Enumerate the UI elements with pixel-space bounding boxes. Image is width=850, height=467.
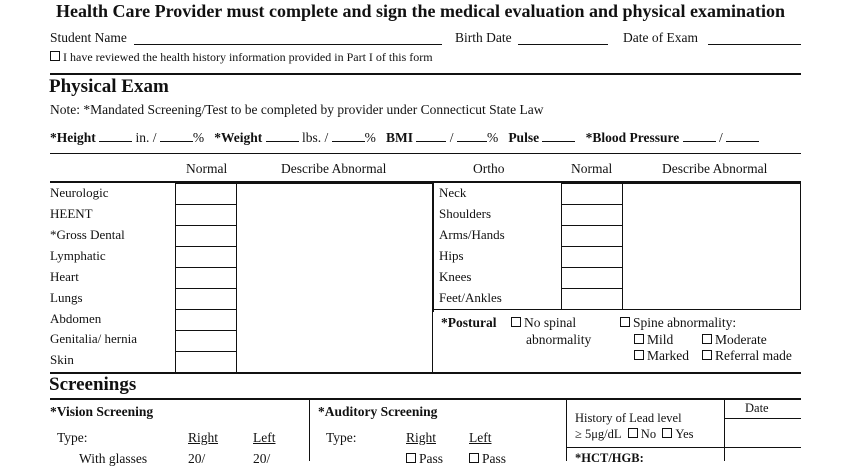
- normal-box-gross-dental[interactable]: [175, 225, 237, 247]
- col-describe-right: Describe Abnormal: [662, 161, 768, 176]
- exam-item-skin: Skin: [50, 352, 74, 367]
- vitals-divider: [50, 153, 801, 154]
- date-of-exam-field[interactable]: [708, 44, 801, 45]
- marked-label: Marked: [647, 348, 689, 363]
- lead-threshold-row: [575, 427, 694, 442]
- mild-checkbox[interactable]: [634, 334, 644, 344]
- ortho-left-rule: [433, 183, 434, 312]
- mild-option[interactable]: [634, 332, 673, 348]
- student-name-label: Student Name: [50, 30, 127, 45]
- reviewed-label: I have reviewed the health history information provided in Part I of this form: [63, 50, 433, 64]
- ortho-item-knees: Knees: [439, 269, 472, 284]
- auditory-left-label: Left: [469, 430, 492, 445]
- auditory-right-label: Right: [406, 430, 437, 445]
- normal-box-feet-ankles[interactable]: [561, 288, 623, 310]
- exam-item-heent: HEENT: [50, 206, 93, 221]
- col-normal-right: Normal: [571, 161, 613, 176]
- normal-box-lungs[interactable]: [175, 288, 237, 310]
- lead-date-field[interactable]: [724, 418, 801, 419]
- auditory-pass-right-checkbox[interactable]: [406, 453, 416, 463]
- marked-checkbox[interactable]: [634, 350, 644, 360]
- vitals-row: [50, 129, 759, 146]
- height-in-field[interactable]: [99, 129, 132, 142]
- lbs-label: lbs. /: [302, 130, 329, 145]
- exam-item-lymphatic: Lymphatic: [50, 248, 106, 263]
- auditory-title: *Auditory Screening: [318, 404, 438, 419]
- postural-top-rule: [433, 309, 801, 310]
- col-describe-left: Describe Abnormal: [281, 161, 387, 176]
- no-spinal-label: No spinal: [524, 315, 577, 330]
- in-label: in. /: [135, 130, 157, 145]
- no-spinal-option[interactable]: [511, 315, 576, 331]
- vision-title: *Vision Screening: [50, 404, 154, 419]
- referral-label: Referral made: [715, 348, 792, 363]
- postural-label: *Postural: [441, 315, 497, 330]
- normal-box-lymphatic[interactable]: [175, 246, 237, 268]
- lead-no-label: No: [640, 427, 657, 441]
- spine-abnormality-label: Spine abnormality:: [633, 315, 737, 330]
- normal-box-heart[interactable]: [175, 267, 237, 289]
- normal-box-hips[interactable]: [561, 246, 623, 268]
- ortho-item-shoulders: Shoulders: [439, 206, 491, 221]
- date-of-exam-label: Date of Exam: [623, 30, 698, 45]
- normal-box-abdomen[interactable]: [175, 309, 237, 331]
- hct-label: *HCT/HGB:: [575, 451, 644, 465]
- exam-item-abdomen: Abdomen: [50, 311, 102, 326]
- auditory-lead-divider: [566, 400, 567, 461]
- vision-left-value[interactable]: 20/: [253, 451, 271, 466]
- auditory-pass-right[interactable]: Pass: [406, 451, 443, 467]
- vision-right-label: Right: [188, 430, 219, 445]
- describe-abnormal-left-field[interactable]: [236, 183, 433, 373]
- marked-option[interactable]: [634, 348, 689, 364]
- physical-exam-heading: Physical Exam: [49, 76, 169, 97]
- normal-box-genitalia[interactable]: [175, 330, 237, 352]
- normal-box-skin[interactable]: [175, 351, 237, 373]
- referral-option[interactable]: [702, 348, 792, 364]
- exam-bottom-rule: [50, 372, 801, 374]
- bmi-label: BMI: [386, 130, 414, 145]
- vision-type-label: Type:: [57, 430, 88, 445]
- normal-box-shoulders[interactable]: [561, 204, 623, 226]
- ortho-item-neck: Neck: [439, 185, 467, 200]
- birth-date-label: Birth Date: [455, 30, 512, 45]
- normal-box-heent[interactable]: [175, 204, 237, 226]
- mild-label: Mild: [647, 332, 674, 347]
- vision-left-label: Left: [253, 430, 276, 445]
- exam-item-heart: Heart: [50, 269, 79, 284]
- normal-box-knees[interactable]: [561, 267, 623, 289]
- ortho-item-feet-ankles: Feet/Ankles: [439, 290, 502, 305]
- bp-diastolic-field[interactable]: [726, 129, 759, 142]
- vision-auditory-divider: [309, 400, 310, 461]
- bp-systolic-field[interactable]: [683, 129, 716, 142]
- no-spinal-checkbox[interactable]: [511, 317, 521, 327]
- moderate-checkbox[interactable]: [702, 334, 712, 344]
- screenings-rule: [50, 398, 801, 400]
- form-title: Health Care Provider must complete and sign the medical evaluation and physical examination: [56, 1, 786, 21]
- normal-box-neurologic[interactable]: [175, 183, 237, 205]
- normal-box-neck[interactable]: [561, 183, 623, 205]
- spine-abnormality-option[interactable]: [620, 315, 736, 331]
- ortho-item-arms-hands: Arms/Hands: [439, 227, 505, 242]
- height-label: *Height: [50, 130, 96, 145]
- bmi-field[interactable]: [416, 129, 446, 142]
- lead-yes-checkbox[interactable]: [662, 428, 672, 438]
- lead-threshold: ≥ 5μg/dL: [575, 427, 622, 441]
- weight-pct-field[interactable]: [332, 129, 365, 142]
- weight-pct: %: [364, 130, 376, 145]
- weight-lbs-field[interactable]: [266, 129, 299, 142]
- student-name-field[interactable]: [134, 44, 442, 45]
- vision-row-label: With glasses: [79, 451, 148, 466]
- describe-abnormal-right-field[interactable]: [622, 183, 801, 310]
- bmi-pct-field[interactable]: [457, 129, 487, 142]
- exam-item-genitalia: Genitalia/ hernia: [50, 331, 137, 346]
- screenings-heading: Screenings: [49, 374, 137, 395]
- referral-checkbox[interactable]: [702, 350, 712, 360]
- lead-yes-label: Yes: [675, 427, 694, 441]
- reviewed-checkbox[interactable]: [50, 51, 60, 61]
- exam-item-lungs: Lungs: [50, 290, 83, 305]
- pulse-field[interactable]: [542, 129, 575, 142]
- exam-item-neurologic: Neurologic: [50, 185, 109, 200]
- lead-bottom-rule: [566, 447, 801, 448]
- lead-date-label: Date: [745, 401, 769, 415]
- normal-box-arms-hands[interactable]: [561, 225, 623, 247]
- lead-history-label: History of Lead level: [575, 411, 682, 425]
- bp-slash: /: [718, 130, 723, 145]
- auditory-pass-left[interactable]: Pass: [469, 451, 506, 467]
- moderate-label: Moderate: [715, 332, 767, 347]
- bp-label: *Blood Pressure: [585, 130, 680, 145]
- auditory-type-label: Type:: [326, 430, 357, 445]
- weight-label: *Weight: [214, 130, 263, 145]
- auditory-pass-left-checkbox[interactable]: [469, 453, 479, 463]
- bmi-pct: %: [486, 130, 499, 145]
- moderate-option[interactable]: [702, 332, 767, 348]
- ortho-item-hips: Hips: [439, 248, 464, 263]
- birth-date-field[interactable]: [518, 44, 608, 45]
- exam-item-gross-dental: *Gross Dental: [50, 227, 125, 242]
- spine-abnormality-checkbox[interactable]: [620, 317, 630, 327]
- vision-right-value[interactable]: 20/: [188, 451, 206, 466]
- bmi-slash: /: [449, 130, 454, 145]
- height-pct: %: [192, 130, 205, 145]
- reviewed-checkbox-row[interactable]: [50, 50, 433, 65]
- col-ortho: Ortho: [473, 161, 505, 176]
- col-normal-left: Normal: [186, 161, 228, 176]
- lead-date-divider: [724, 400, 725, 461]
- lead-no-checkbox[interactable]: [628, 428, 638, 438]
- no-spinal-abnormality-label: abnormality: [526, 332, 592, 347]
- mandated-note: Note: *Mandated Screening/Test to be completed by provider under Connecticut State Law: [50, 102, 544, 117]
- height-pct-field[interactable]: [160, 129, 193, 142]
- header-divider: [50, 73, 801, 75]
- pulse-label: Pulse: [508, 130, 540, 145]
